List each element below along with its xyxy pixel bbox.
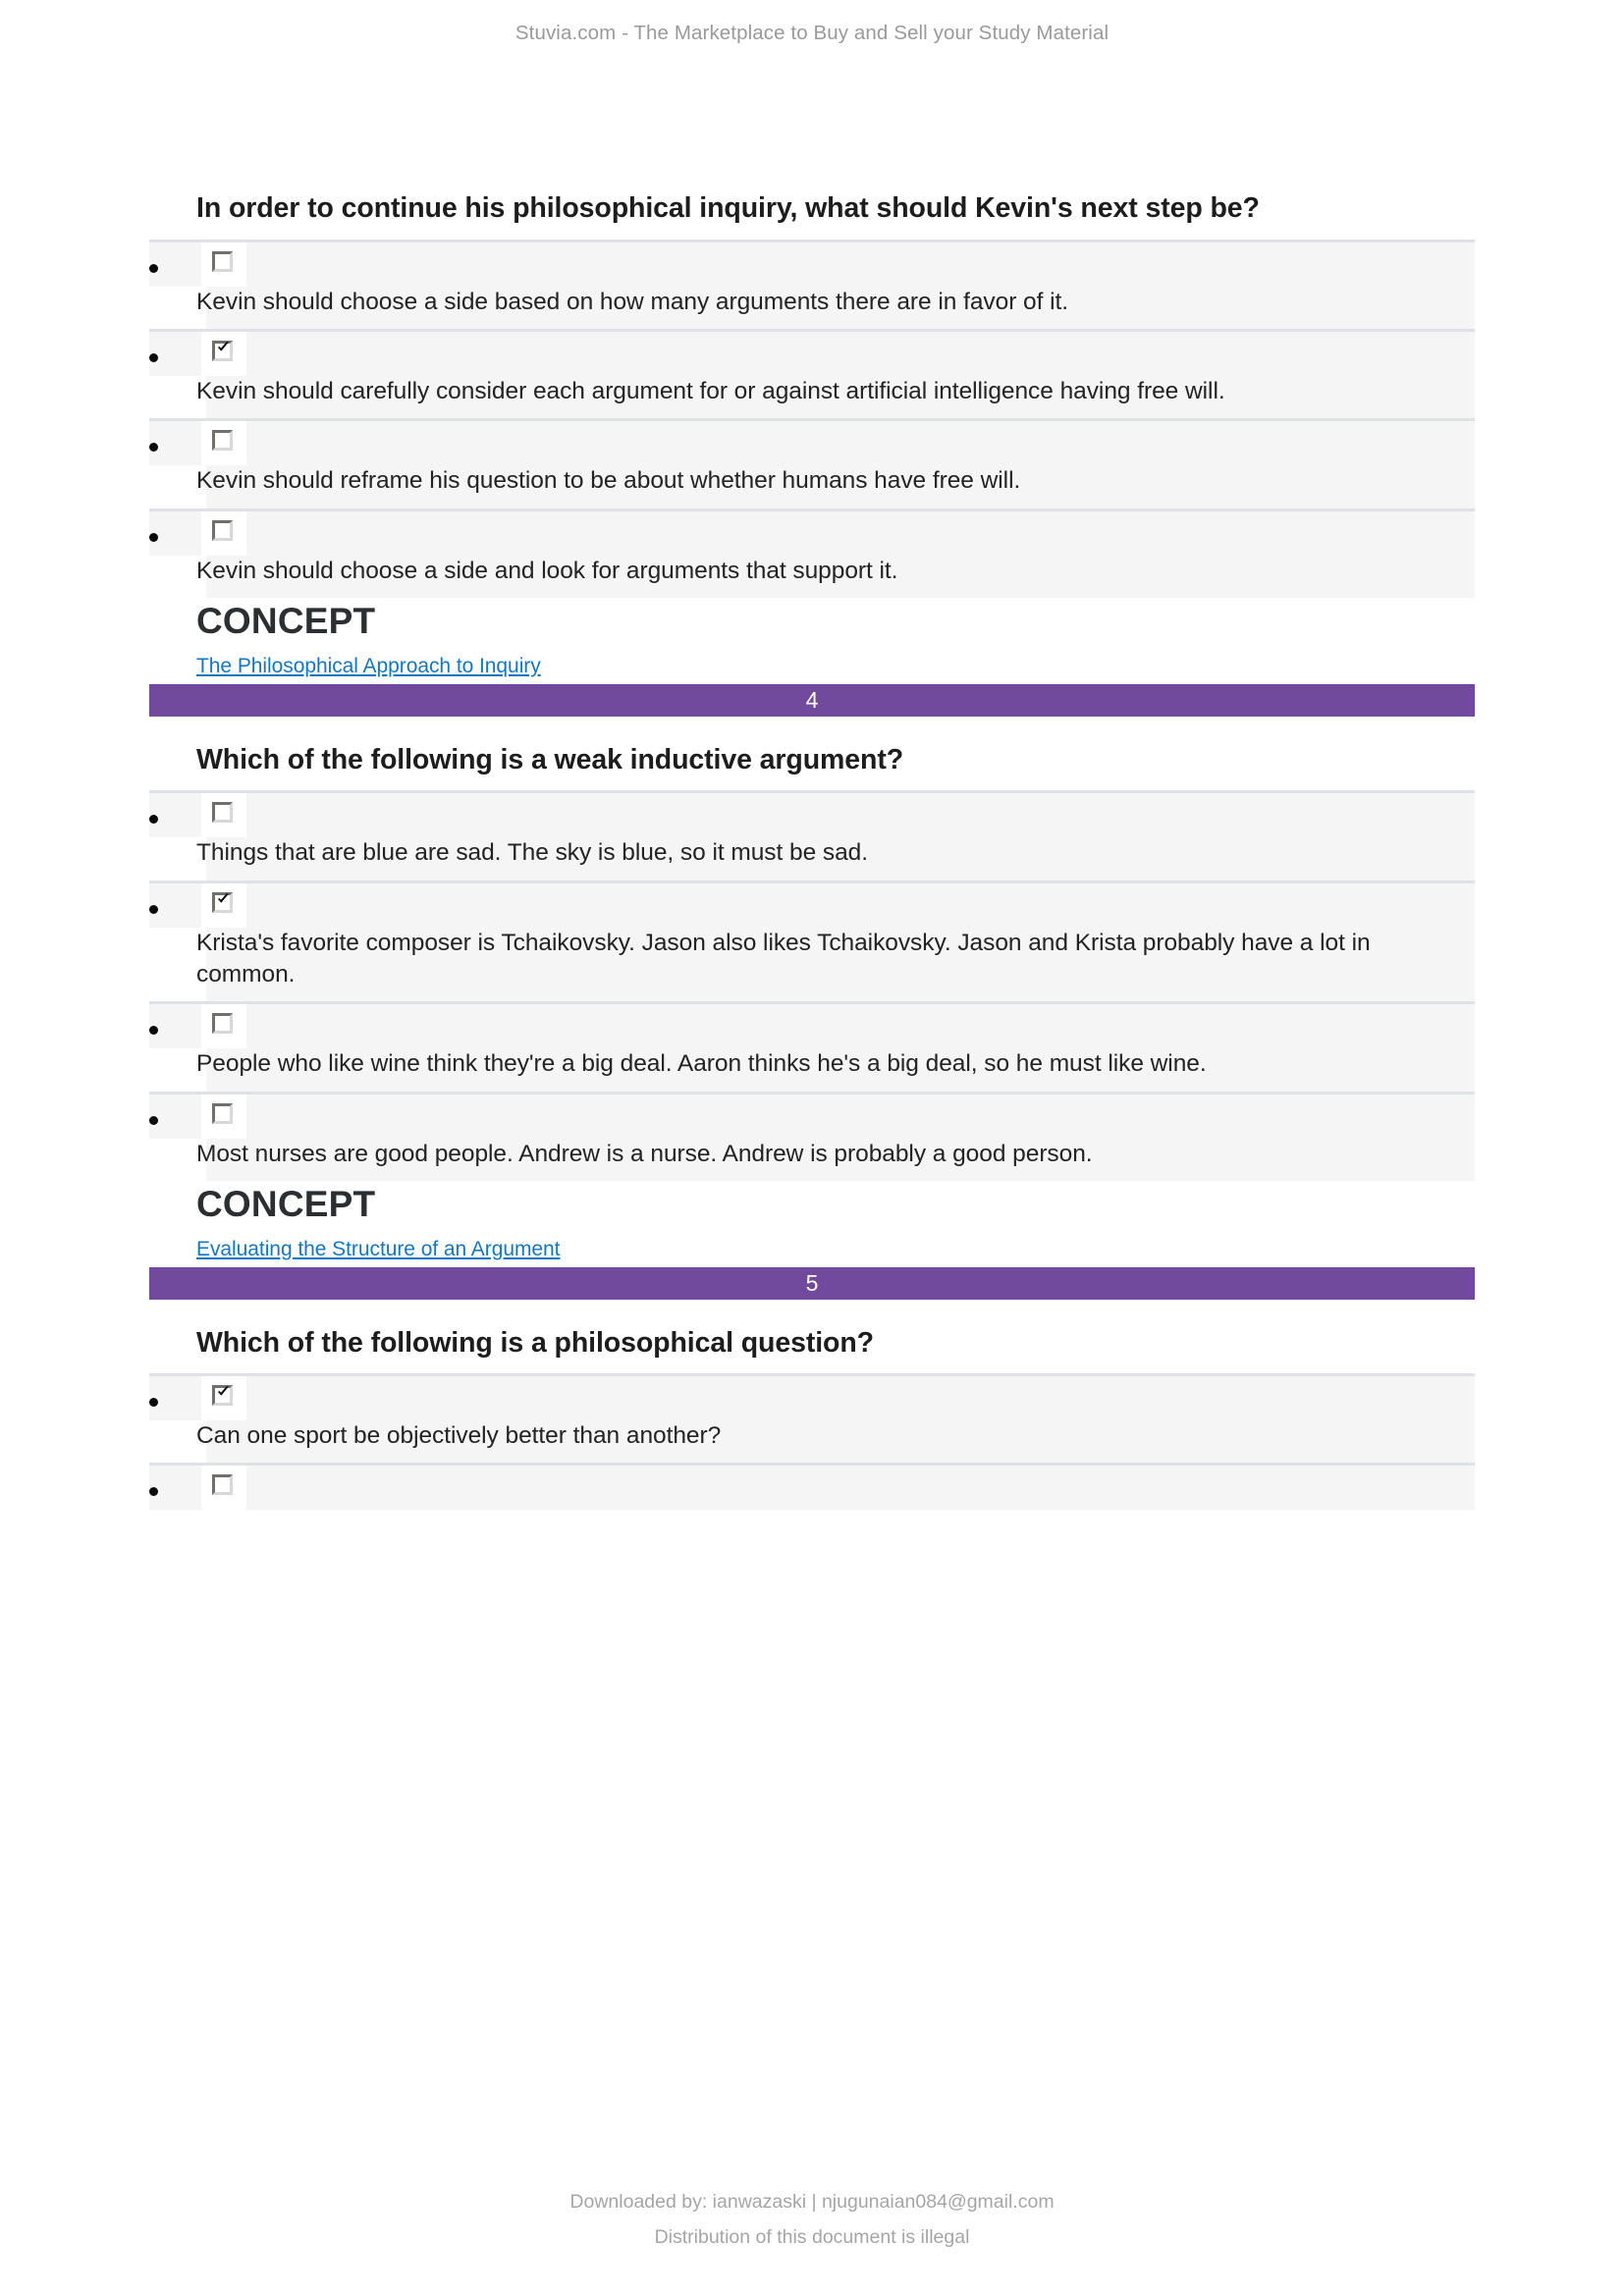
checkbox-unchecked-icon[interactable] [212, 251, 233, 272]
checkbox-unchecked-icon[interactable] [212, 430, 233, 451]
checkbox-checked-icon[interactable] [212, 341, 233, 361]
question-number-bar: 5 [149, 1267, 1475, 1300]
concept-heading: CONCEPT [196, 1183, 376, 1224]
option-text-area [149, 287, 1475, 329]
option-control-area [149, 1004, 1475, 1048]
option-control-area [149, 883, 1475, 928]
bullet-icon [149, 815, 158, 824]
option-label: Kevin should reframe his question to be about whether humans have free will. [196, 467, 1021, 495]
option-label: Things that are blue are sad. The sky is blue, so it must be sad. [196, 839, 869, 867]
document-content [149, 192, 1475, 1510]
checkbox-checked-icon[interactable] [212, 1385, 233, 1406]
bullet-icon [149, 1116, 158, 1125]
concept-heading: CONCEPT [196, 600, 376, 641]
option-label: Kevin should choose a side and look for arguments that support it. [196, 557, 898, 584]
check-mark-icon [216, 341, 231, 355]
check-mark-icon [216, 1385, 231, 1400]
option-control-area [149, 793, 1475, 837]
check-mark-icon [216, 892, 231, 907]
option-row[interactable] [149, 508, 1475, 598]
checkbox-unchecked-icon[interactable] [212, 520, 233, 541]
option-label: People who like wine think they're a big deal. Aaron thinks he's a big deal, so he must like wine. [196, 1050, 1207, 1078]
checkbox-unchecked-icon[interactable] [212, 1474, 233, 1495]
option-text-area [149, 928, 1475, 1002]
option-text-area [149, 465, 1475, 507]
checkbox-checked-icon[interactable] [212, 892, 233, 913]
option-row[interactable] [149, 1373, 1475, 1463]
question-number-bar: 4 [149, 684, 1475, 717]
stuvia-banner: Stuvia.com - The Marketplace to Buy and Sell your Study Material [514, 22, 1110, 44]
bullet-icon [149, 1487, 158, 1496]
checkbox-unchecked-icon[interactable] [212, 802, 233, 823]
bullet-icon [149, 533, 158, 542]
option-control-area [149, 332, 1475, 376]
option-row[interactable] [149, 790, 1475, 880]
distribution-notice: Distribution of this document is illegal [654, 2226, 970, 2248]
question-block-1 [149, 192, 1475, 744]
bullet-icon [149, 905, 158, 914]
bullet-icon [149, 443, 158, 452]
option-control-area [149, 1376, 1475, 1420]
option-row[interactable] [149, 1092, 1475, 1181]
checkbox-unchecked-icon[interactable] [212, 1013, 233, 1034]
option-label: Can one sport be objectively better than another? [196, 1422, 722, 1450]
option-list [149, 790, 1475, 1181]
option-label: Kevin should carefully consider each argument for or against artificial intelligence having free will. [196, 377, 1225, 404]
option-text-area [149, 1048, 1475, 1091]
option-control-area [149, 1466, 1475, 1510]
question-block-3 [149, 1327, 1475, 1511]
checkbox-container[interactable] [201, 1466, 246, 1522]
concept-block [149, 1181, 1475, 1261]
option-label: Krista's favorite composer is Tchaikovsky. Jason also likes Tchaikovsky. Jason and Krista probably have a lot in common. [196, 929, 1371, 988]
option-row[interactable] [149, 1463, 1475, 1510]
option-control-area [149, 511, 1475, 556]
page-footer [0, 2191, 1624, 2249]
bullet-icon [149, 1026, 158, 1035]
question-title: Which of the following is a weak inductive argument? [196, 743, 904, 775]
option-row[interactable] [149, 329, 1475, 418]
concept-link[interactable]: Evaluating the Structure of an Argument [196, 1237, 561, 1260]
spacer [149, 717, 1475, 744]
option-list [149, 1373, 1475, 1510]
bullet-icon [149, 1398, 158, 1407]
checkbox-unchecked-icon[interactable] [212, 1103, 233, 1124]
question-block-2 [149, 744, 1475, 1327]
option-text-area [149, 837, 1475, 880]
option-row[interactable] [149, 418, 1475, 507]
option-control-area [149, 242, 1475, 287]
option-label: Most nurses are good people. Andrew is a nurse. Andrew is probably a good person. [196, 1140, 1093, 1167]
question-title: Which of the following is a philosophical question? [196, 1326, 874, 1359]
option-list [149, 240, 1475, 598]
option-label: Kevin should choose a side based on how many arguments there are in favor of it. [196, 288, 1069, 315]
option-text-area [149, 376, 1475, 418]
option-text-area [149, 1139, 1475, 1181]
concept-link[interactable]: The Philosophical Approach to Inquiry [196, 654, 541, 677]
bullet-icon [149, 264, 158, 273]
downloaded-by-text: Downloaded by: ianwazaski | njugunaian084@gmail.com [569, 2191, 1055, 2213]
bullet-icon [149, 353, 158, 362]
option-text-area [149, 1420, 1475, 1463]
spacer [149, 1300, 1475, 1327]
option-row[interactable] [149, 1001, 1475, 1091]
question-title: In order to continue his philosophical inquiry, what should Kevin's next step be? [196, 192, 1260, 224]
option-row[interactable] [149, 881, 1475, 1002]
option-control-area [149, 1095, 1475, 1139]
option-row[interactable] [149, 240, 1475, 329]
concept-block [149, 598, 1475, 678]
option-text-area [149, 556, 1475, 598]
option-control-area [149, 421, 1475, 465]
